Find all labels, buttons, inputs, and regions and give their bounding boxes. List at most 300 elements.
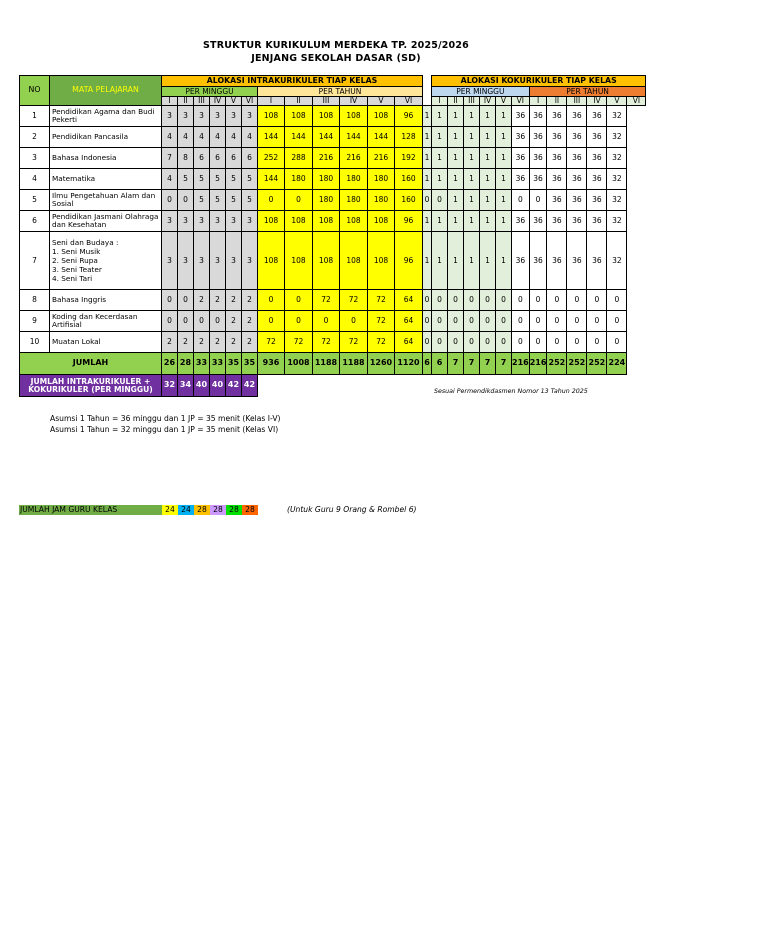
intra-year-cell: 216 [340, 148, 368, 169]
intra-year-cell: 96 [395, 232, 423, 290]
table-row [20, 311, 646, 332]
class-header-ko-pm-2: II [448, 97, 464, 106]
jam-guru-kelas-row [19, 505, 258, 515]
subject-name: Bahasa Inggris [50, 290, 162, 311]
intra-year-cell: 108 [285, 106, 313, 127]
intra-week-cell: 3 [226, 211, 242, 232]
ko-year-cell: 36 [547, 169, 567, 190]
subject-name: Ilmu Pengetahuan Alam dan Sosial [50, 190, 162, 211]
ko-year-cell: 36 [547, 232, 567, 290]
jumlah-iy-cell: 1120 [395, 353, 423, 375]
jumlah-km-cell: 6 [423, 353, 432, 375]
combined-cell: 42 [242, 375, 258, 397]
intra-year-cell: 72 [285, 332, 313, 353]
header-no: NO [20, 76, 50, 106]
table-row [20, 332, 646, 353]
intra-week-cell: 7 [162, 148, 178, 169]
ko-week-cell: 1 [480, 232, 496, 290]
ko-week-cell: 0 [432, 290, 448, 311]
ko-week-cell: 1 [448, 106, 464, 127]
combined-cell: 32 [162, 375, 178, 397]
intra-week-cell: 0 [178, 190, 194, 211]
ko-year-cell: 0 [512, 190, 530, 211]
combined-cell: 40 [194, 375, 210, 397]
intra-year-cell: 108 [368, 106, 395, 127]
combined-label: JUMLAH INTRAKURIKULER + KOKURIKULER (PER MINGGU) [20, 375, 162, 397]
intra-year-cell: 108 [285, 211, 313, 232]
ko-week-cell: 0 [423, 311, 432, 332]
ko-week-cell: 1 [480, 169, 496, 190]
ko-year-cell: 36 [587, 127, 607, 148]
intra-year-cell: 72 [368, 290, 395, 311]
jumlah-im-cell: 35 [226, 353, 242, 375]
jumlah-iy-cell: 1260 [368, 353, 395, 375]
jumlah-iy-cell: 936 [258, 353, 285, 375]
subject-name: Koding dan Kecerdasan Artifisial [50, 311, 162, 332]
intra-week-cell: 4 [162, 127, 178, 148]
ko-week-cell: 0 [464, 332, 480, 353]
combined-cell: 42 [226, 375, 242, 397]
jumlah-km-cell: 7 [464, 353, 480, 375]
ko-week-cell: 1 [448, 211, 464, 232]
ko-week-cell: 1 [480, 148, 496, 169]
intra-week-cell: 2 [226, 311, 242, 332]
jumlah-im-cell: 28 [178, 353, 194, 375]
ko-year-cell: 0 [512, 332, 530, 353]
intra-year-cell: 108 [340, 106, 368, 127]
ko-week-cell: 0 [423, 190, 432, 211]
intra-week-cell: 4 [210, 127, 226, 148]
ko-year-cell: 36 [587, 232, 607, 290]
class-header-ko-pt-3: III [567, 97, 587, 106]
ko-year-cell: 36 [567, 169, 587, 190]
intra-week-cell: 2 [210, 290, 226, 311]
intra-year-cell: 108 [313, 232, 340, 290]
jumlah-iy-cell: 1008 [285, 353, 313, 375]
ko-year-cell: 36 [529, 127, 547, 148]
intra-week-cell: 5 [194, 169, 210, 190]
intra-week-cell: 3 [178, 211, 194, 232]
jam-guru-value: 24 [162, 505, 178, 515]
intra-year-cell: 64 [395, 311, 423, 332]
ko-year-cell: 36 [567, 211, 587, 232]
class-header-intra-pt-3: III [313, 97, 340, 106]
ko-week-cell: 0 [496, 311, 512, 332]
intra-week-cell: 3 [194, 232, 210, 290]
ko-year-cell: 36 [587, 190, 607, 211]
header-intra-per-minggu: PER MINGGU [162, 87, 258, 97]
ko-year-cell: 36 [567, 232, 587, 290]
intra-year-cell: 108 [340, 211, 368, 232]
ko-year-cell: 0 [607, 332, 627, 353]
ko-week-cell: 0 [432, 332, 448, 353]
intra-week-cell: 5 [194, 190, 210, 211]
intra-week-cell: 3 [242, 232, 258, 290]
jumlah-ky-cell: 252 [567, 353, 587, 375]
ko-week-cell: 0 [448, 290, 464, 311]
ko-year-cell: 36 [547, 148, 567, 169]
intra-week-cell: 3 [210, 211, 226, 232]
ko-year-cell: 36 [587, 106, 607, 127]
intra-week-cell: 2 [242, 311, 258, 332]
ko-year-cell: 0 [529, 190, 547, 211]
jumlah-km-cell: 7 [448, 353, 464, 375]
intra-year-cell: 288 [285, 148, 313, 169]
intra-year-cell: 180 [368, 169, 395, 190]
intra-year-cell: 216 [313, 148, 340, 169]
intra-week-cell: 3 [162, 106, 178, 127]
intra-week-cell: 5 [226, 169, 242, 190]
ko-year-cell: 0 [547, 290, 567, 311]
subject-name: Seni dan Budaya : 1. Seni Musik 2. Seni Rupa 3. Seni Teater 4. Seni Tari [50, 232, 162, 290]
ko-week-cell: 0 [423, 332, 432, 353]
jumlah-im-cell: 26 [162, 353, 178, 375]
ko-week-cell: 0 [432, 311, 448, 332]
ko-week-cell: 0 [448, 332, 464, 353]
combined-cell: 34 [178, 375, 194, 397]
class-header-intra-pm-4: IV [210, 97, 226, 106]
intra-year-cell: 0 [258, 290, 285, 311]
header-subject: MATA PELAJARAN [50, 76, 162, 106]
ko-year-cell: 32 [607, 190, 627, 211]
ko-week-cell: 1 [464, 211, 480, 232]
intra-week-cell: 3 [226, 106, 242, 127]
ko-week-cell: 1 [464, 169, 480, 190]
intra-year-cell: 0 [258, 311, 285, 332]
ko-week-cell: 1 [464, 127, 480, 148]
intra-year-cell: 108 [258, 106, 285, 127]
ko-week-cell: 1 [480, 190, 496, 211]
ko-year-cell: 0 [529, 311, 547, 332]
intra-week-cell: 0 [162, 290, 178, 311]
ko-year-cell: 36 [547, 211, 567, 232]
ko-year-cell: 36 [567, 148, 587, 169]
intra-year-cell: 72 [258, 332, 285, 353]
intra-year-cell: 252 [258, 148, 285, 169]
ko-week-cell: 0 [496, 290, 512, 311]
intra-year-cell: 180 [340, 190, 368, 211]
ko-week-cell: 1 [480, 211, 496, 232]
ko-year-cell: 36 [567, 106, 587, 127]
intra-week-cell: 3 [242, 106, 258, 127]
jam-guru-label: JUMLAH JAM GURU KELAS [19, 505, 162, 515]
intra-week-cell: 3 [210, 232, 226, 290]
ko-week-cell: 0 [480, 332, 496, 353]
ko-week-cell: 1 [496, 190, 512, 211]
intra-week-cell: 2 [178, 332, 194, 353]
intra-year-cell: 0 [285, 190, 313, 211]
row-number: 2 [20, 127, 50, 148]
intra-year-cell: 144 [368, 127, 395, 148]
ko-week-cell: 0 [423, 290, 432, 311]
intra-year-cell: 72 [340, 290, 368, 311]
intra-week-cell: 2 [194, 332, 210, 353]
row-number: 10 [20, 332, 50, 353]
intra-year-cell: 180 [340, 169, 368, 190]
ko-week-cell: 1 [432, 106, 448, 127]
jumlah-row [20, 353, 646, 375]
jumlah-ky-cell: 216 [529, 353, 547, 375]
page-title: STRUKTUR KURIKULUM MERDEKA TP. 2025/2026 [202, 40, 469, 51]
intra-week-cell: 4 [194, 127, 210, 148]
ko-week-cell: 1 [496, 127, 512, 148]
jam-guru-values [162, 505, 258, 515]
ko-week-cell: 1 [448, 169, 464, 190]
ko-week-cell: 1 [423, 106, 432, 127]
jumlah-km-cell: 6 [432, 353, 448, 375]
ko-year-cell: 0 [529, 332, 547, 353]
header-ko-per-tahun: PER TAHUN [529, 87, 646, 97]
intra-year-cell: 160 [395, 169, 423, 190]
jumlah-iy-cell: 1188 [313, 353, 340, 375]
intra-year-cell: 96 [395, 211, 423, 232]
ko-week-cell: 1 [448, 148, 464, 169]
jam-guru-value: 28 [194, 505, 210, 515]
intra-year-cell: 180 [313, 169, 340, 190]
intra-year-cell: 64 [395, 332, 423, 353]
intra-year-cell: 72 [313, 332, 340, 353]
intra-year-cell: 108 [313, 106, 340, 127]
ko-year-cell: 0 [587, 311, 607, 332]
ko-week-cell: 1 [496, 211, 512, 232]
intra-week-cell: 0 [178, 311, 194, 332]
ko-year-cell: 36 [529, 106, 547, 127]
jumlah-ky-cell: 216 [512, 353, 530, 375]
class-header-intra-pm-3: III [194, 97, 210, 106]
subject-name: Bahasa Indonesia [50, 148, 162, 169]
ko-week-cell: 1 [464, 148, 480, 169]
ko-year-cell: 32 [607, 232, 627, 290]
intra-week-cell: 4 [242, 127, 258, 148]
intra-year-cell: 144 [340, 127, 368, 148]
intra-week-cell: 5 [242, 190, 258, 211]
ko-week-cell: 1 [464, 106, 480, 127]
jumlah-iy-cell: 1188 [340, 353, 368, 375]
ko-year-cell: 32 [607, 106, 627, 127]
ko-week-cell: 1 [480, 106, 496, 127]
intra-week-cell: 5 [242, 169, 258, 190]
intra-week-cell: 2 [210, 332, 226, 353]
class-header-intra-pt-5: V [368, 97, 395, 106]
ko-week-cell: 1 [480, 127, 496, 148]
ko-week-cell: 1 [496, 169, 512, 190]
ko-week-cell: 1 [423, 232, 432, 290]
class-header-ko-pm-4: IV [480, 97, 496, 106]
ko-week-cell: 0 [480, 311, 496, 332]
row-number: 6 [20, 211, 50, 232]
ko-year-cell: 0 [512, 311, 530, 332]
intra-week-cell: 6 [210, 148, 226, 169]
class-header-intra-pt-2: II [285, 97, 313, 106]
ko-year-cell: 36 [512, 127, 530, 148]
ko-week-cell: 1 [423, 211, 432, 232]
header-ko-per-minggu: PER MINGGU [432, 87, 530, 97]
class-header-intra-pt-4: IV [340, 97, 368, 106]
ko-year-cell: 0 [512, 290, 530, 311]
table-row [20, 232, 646, 290]
ko-year-cell: 36 [547, 190, 567, 211]
source-note: Sesuai Permendikdasmen Nomor 13 Tahun 2025 [434, 388, 588, 395]
ko-week-cell: 1 [448, 127, 464, 148]
ko-year-cell: 36 [512, 148, 530, 169]
intra-year-cell: 108 [313, 211, 340, 232]
intra-year-cell: 64 [395, 290, 423, 311]
ko-week-cell: 1 [464, 190, 480, 211]
ko-week-cell: 1 [496, 148, 512, 169]
jam-guru-note: (Untuk Guru 9 Orang & Rombel 6) [287, 505, 417, 514]
ko-year-cell: 36 [512, 106, 530, 127]
jumlah-ky-cell: 252 [587, 353, 607, 375]
intra-week-cell: 6 [242, 148, 258, 169]
class-header-ko-pt-5: V [607, 97, 627, 106]
ko-week-cell: 1 [448, 232, 464, 290]
header-ko: ALOKASI KOKURIKULER TIAP KELAS [432, 76, 646, 87]
ko-year-cell: 36 [529, 169, 547, 190]
intra-week-cell: 6 [226, 148, 242, 169]
intra-year-cell: 108 [368, 211, 395, 232]
ko-year-cell: 36 [512, 211, 530, 232]
ko-year-cell: 0 [567, 332, 587, 353]
jumlah-label: JUMLAH [20, 353, 162, 375]
intra-week-cell: 3 [194, 211, 210, 232]
jumlah-im-cell: 33 [210, 353, 226, 375]
intra-week-cell: 2 [242, 332, 258, 353]
jam-guru-value: 28 [226, 505, 242, 515]
row-number: 8 [20, 290, 50, 311]
ko-week-cell: 0 [448, 311, 464, 332]
intra-week-cell: 3 [178, 106, 194, 127]
intra-week-cell: 3 [162, 211, 178, 232]
ko-week-cell: 0 [496, 332, 512, 353]
row-number: 7 [20, 232, 50, 290]
row-number: 9 [20, 311, 50, 332]
intra-year-cell: 216 [368, 148, 395, 169]
class-header-ko-pm-3: III [464, 97, 480, 106]
row-number: 3 [20, 148, 50, 169]
intra-week-cell: 5 [226, 190, 242, 211]
intra-week-cell: 5 [210, 190, 226, 211]
intra-year-cell: 108 [368, 232, 395, 290]
intra-week-cell: 2 [162, 332, 178, 353]
ko-week-cell: 0 [464, 311, 480, 332]
intra-week-cell: 2 [226, 332, 242, 353]
class-header-ko-pt-2: II [547, 97, 567, 106]
ko-week-cell: 1 [448, 190, 464, 211]
intra-week-cell: 2 [242, 290, 258, 311]
intra-year-cell: 0 [285, 290, 313, 311]
ko-year-cell: 0 [529, 290, 547, 311]
intra-year-cell: 180 [285, 169, 313, 190]
table-row [20, 127, 646, 148]
intra-year-cell: 180 [368, 190, 395, 211]
ko-week-cell: 1 [423, 127, 432, 148]
ko-year-cell: 0 [567, 290, 587, 311]
intra-year-cell: 192 [395, 148, 423, 169]
intra-week-cell: 3 [242, 211, 258, 232]
intra-year-cell: 144 [313, 127, 340, 148]
jumlah-km-cell: 7 [496, 353, 512, 375]
class-header-intra-pt-6: VI [395, 97, 423, 106]
ko-year-cell: 0 [607, 311, 627, 332]
ko-week-cell: 1 [432, 232, 448, 290]
intra-year-cell: 0 [313, 311, 340, 332]
table-row [20, 190, 646, 211]
class-header-ko-pm-5: V [496, 97, 512, 106]
intra-week-cell: 4 [162, 169, 178, 190]
ko-year-cell: 0 [547, 332, 567, 353]
combined-cell: 40 [210, 375, 226, 397]
table-row [20, 211, 646, 232]
page-subtitle: JENJANG SEKOLAH DASAR (SD) [251, 53, 421, 64]
ko-year-cell: 36 [567, 190, 587, 211]
jam-guru-value: 28 [210, 505, 226, 515]
ko-year-cell: 36 [587, 169, 607, 190]
row-number: 5 [20, 190, 50, 211]
class-header-ko-pt-4: IV [587, 97, 607, 106]
intra-week-cell: 0 [162, 190, 178, 211]
table-row [20, 148, 646, 169]
ko-week-cell: 1 [423, 148, 432, 169]
ko-week-cell: 1 [464, 232, 480, 290]
intra-year-cell: 108 [258, 211, 285, 232]
intra-week-cell: 0 [210, 311, 226, 332]
ko-year-cell: 36 [529, 211, 547, 232]
intra-year-cell: 72 [368, 311, 395, 332]
curriculum-table [19, 75, 646, 397]
class-header-ko-pm-6: VI [512, 97, 530, 106]
row-number: 4 [20, 169, 50, 190]
class-header-intra-pm-2: II [178, 97, 194, 106]
intra-year-cell: 180 [313, 190, 340, 211]
intra-week-cell: 3 [162, 232, 178, 290]
subject-name: Pendidikan Agama dan Budi Pekerti [50, 106, 162, 127]
jumlah-ky-cell: 252 [547, 353, 567, 375]
intra-year-cell: 0 [285, 311, 313, 332]
class-header-intra-pm-6: VI [242, 97, 258, 106]
row-number: 1 [20, 106, 50, 127]
intra-year-cell: 160 [395, 190, 423, 211]
header-intra: ALOKASI INTRAKURIKULER TIAP KELAS [162, 76, 423, 87]
intra-year-cell: 144 [285, 127, 313, 148]
ko-year-cell: 0 [587, 290, 607, 311]
ko-year-cell: 36 [512, 169, 530, 190]
class-header-intra-pt-1: I [258, 97, 285, 106]
ko-year-cell: 36 [587, 211, 607, 232]
ko-week-cell: 1 [432, 169, 448, 190]
class-header-intra-pm-1: I [162, 97, 178, 106]
jumlah-im-cell: 33 [194, 353, 210, 375]
jumlah-im-cell: 35 [242, 353, 258, 375]
intra-week-cell: 4 [178, 127, 194, 148]
intra-week-cell: 0 [194, 311, 210, 332]
intra-week-cell: 0 [162, 311, 178, 332]
subject-name: Muatan Lokal [50, 332, 162, 353]
jam-guru-value: 24 [178, 505, 194, 515]
intra-year-cell: 72 [368, 332, 395, 353]
table-row [20, 169, 646, 190]
ko-week-cell: 1 [432, 211, 448, 232]
intra-year-cell: 128 [395, 127, 423, 148]
ko-week-cell: 1 [496, 232, 512, 290]
intra-week-cell: 6 [194, 148, 210, 169]
table-row [20, 290, 646, 311]
intra-week-cell: 5 [178, 169, 194, 190]
intra-week-cell: 8 [178, 148, 194, 169]
intra-week-cell: 5 [210, 169, 226, 190]
ko-year-cell: 36 [547, 106, 567, 127]
assumption-1: Asumsi 1 Tahun = 36 minggu dan 1 JP = 35 menit (Kelas I-V) [50, 414, 281, 423]
intra-year-cell: 144 [258, 127, 285, 148]
